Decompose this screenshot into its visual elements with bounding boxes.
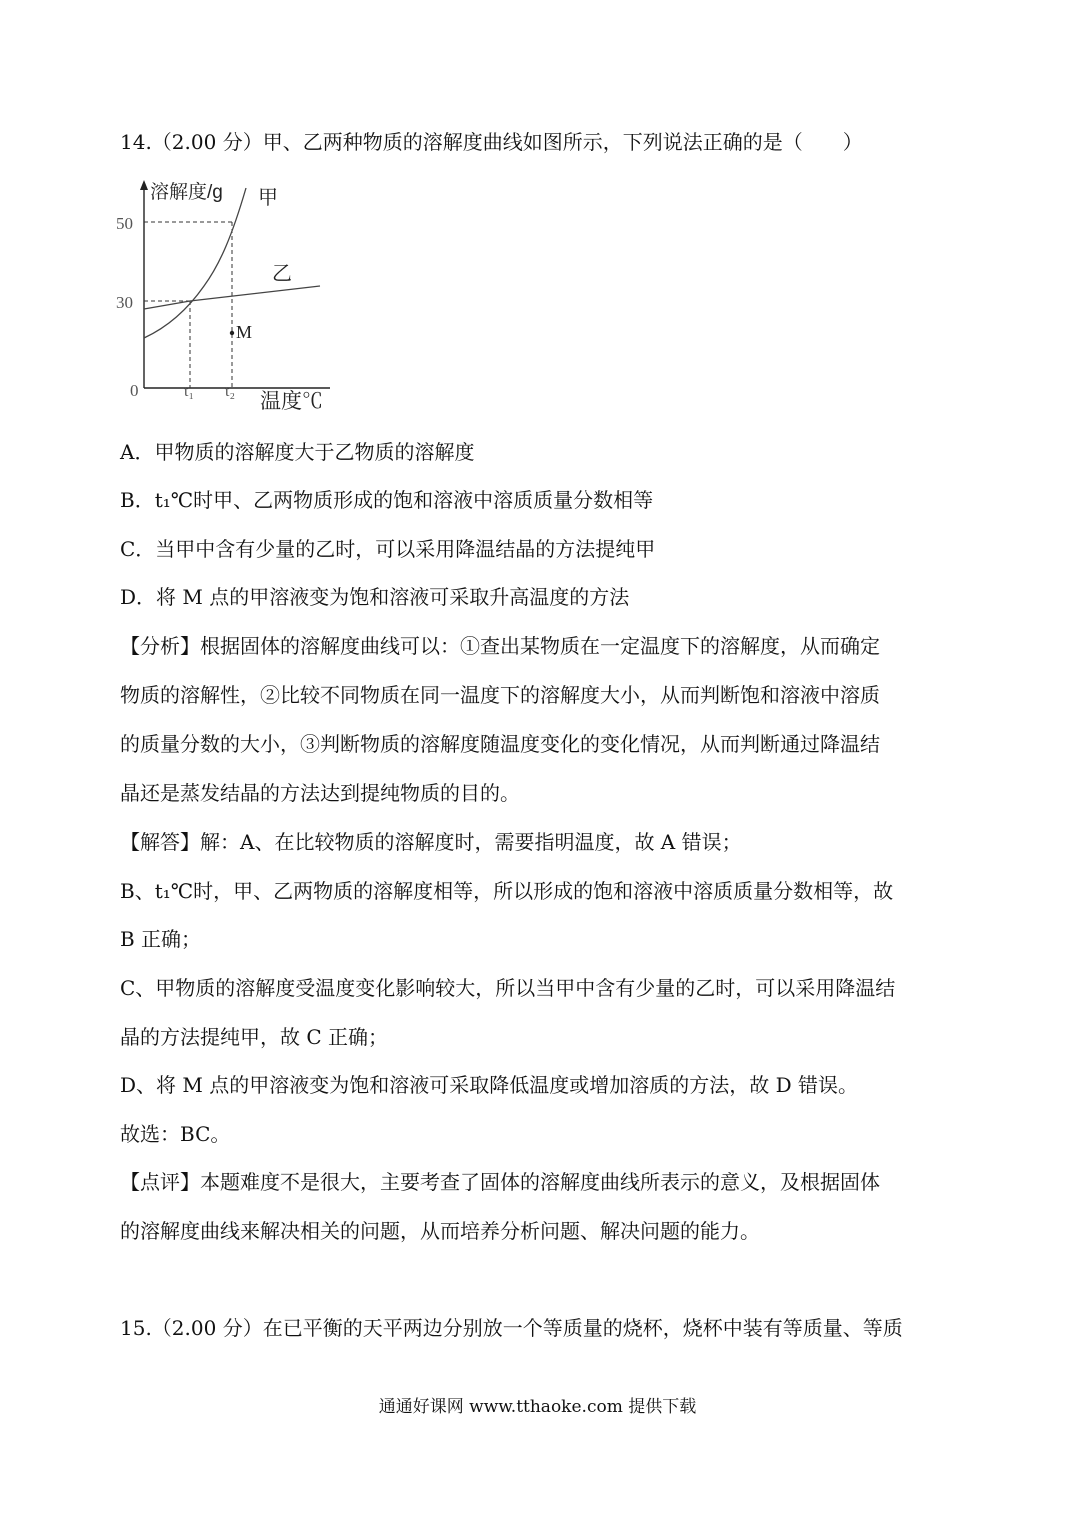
analysis-line: 的质量分数的大小，③判断物质的溶解度随温度变化的变化情况，从而判断通过降温结 [120,732,880,756]
question-15-stem: 15.（2.00 分）在已平衡的天平两边分别放一个等质量的烧杯，烧杯中装有等质量、等质 [120,1316,903,1340]
answer-line: D、将 M 点的甲溶液变为饱和溶液可采取降低温度或增加溶质的方法，故 D 错误。 [120,1073,858,1097]
solubility-chart [112,176,342,416]
analysis-line: 【分析】根据固体的溶解度曲线可以：①查出某物质在一定温度下的溶解度，从而确定 [120,634,880,658]
y-tick-30: 30 [116,293,133,312]
series-jia-curve [144,188,246,338]
y-axis-arrow [140,180,148,190]
answer-line: 晶的方法提纯甲，故 C 正确； [120,1025,389,1049]
question-14-stem: 14.（2.00 分）甲、乙两种物质的溶解度曲线如图所示，下列说法正确的是（ ） [120,130,863,154]
option-d: D．将 M 点的甲溶液变为饱和溶液可采取升高温度的方法 [120,585,630,609]
answer-line: 故选：BC。 [120,1122,231,1146]
answer-line: 【解答】解：A、在比较物质的溶解度时，需要指明温度，故 A 错误； [120,830,742,854]
option-b: B．t₁℃时甲、乙两物质形成的饱和溶液中溶质质量分数相等 [120,488,654,512]
solubility-chart-svg [112,176,342,416]
origin-label: 0 [130,381,139,400]
comment-line: 的溶解度曲线来解决相关的问题，从而培养分析问题、解决问题的能力。 [120,1219,760,1243]
page-footer: 通通好课网 www.tthaoke.com 提供下载 [378,1397,697,1417]
series-jia-label: 甲 [258,187,278,209]
option-a: A．甲物质的溶解度大于乙物质的溶解度 [120,440,475,464]
comment-line: 【点评】本题难度不是很大，主要考查了固体的溶解度曲线所表示的意义，及根据固体 [120,1170,880,1194]
point-m [230,331,234,335]
point-m-label: M [236,322,253,342]
answer-line: B、t₁℃时，甲、乙两物质的溶解度相等，所以形成的饱和溶液中溶质质量分数相等，故 [120,879,894,903]
analysis-line: 晶还是蒸发结晶的方法达到提纯物质的目的。 [120,781,520,805]
y-axis-label: 溶解度/g [150,182,223,203]
series-yi-label: 乙 [272,263,292,285]
y-tick-50: 50 [116,214,133,233]
x-axis-label: 温度℃ [260,390,323,413]
x-tick-t2: t₂ [225,383,236,400]
analysis-line: 物质的溶解性，②比较不同物质在同一温度下的溶解度大小，从而判断饱和溶液中溶质 [120,683,880,707]
answer-line: B 正确； [120,927,202,951]
answer-line: C、甲物质的溶解度受温度变化影响较大，所以当甲中含有少量的乙时，可以采用降温结 [120,976,896,1000]
series-yi-curve [144,286,320,309]
x-tick-t1: t₁ [184,383,195,400]
option-c: C．当甲中含有少量的乙时，可以采用降温结晶的方法提纯甲 [120,537,656,561]
